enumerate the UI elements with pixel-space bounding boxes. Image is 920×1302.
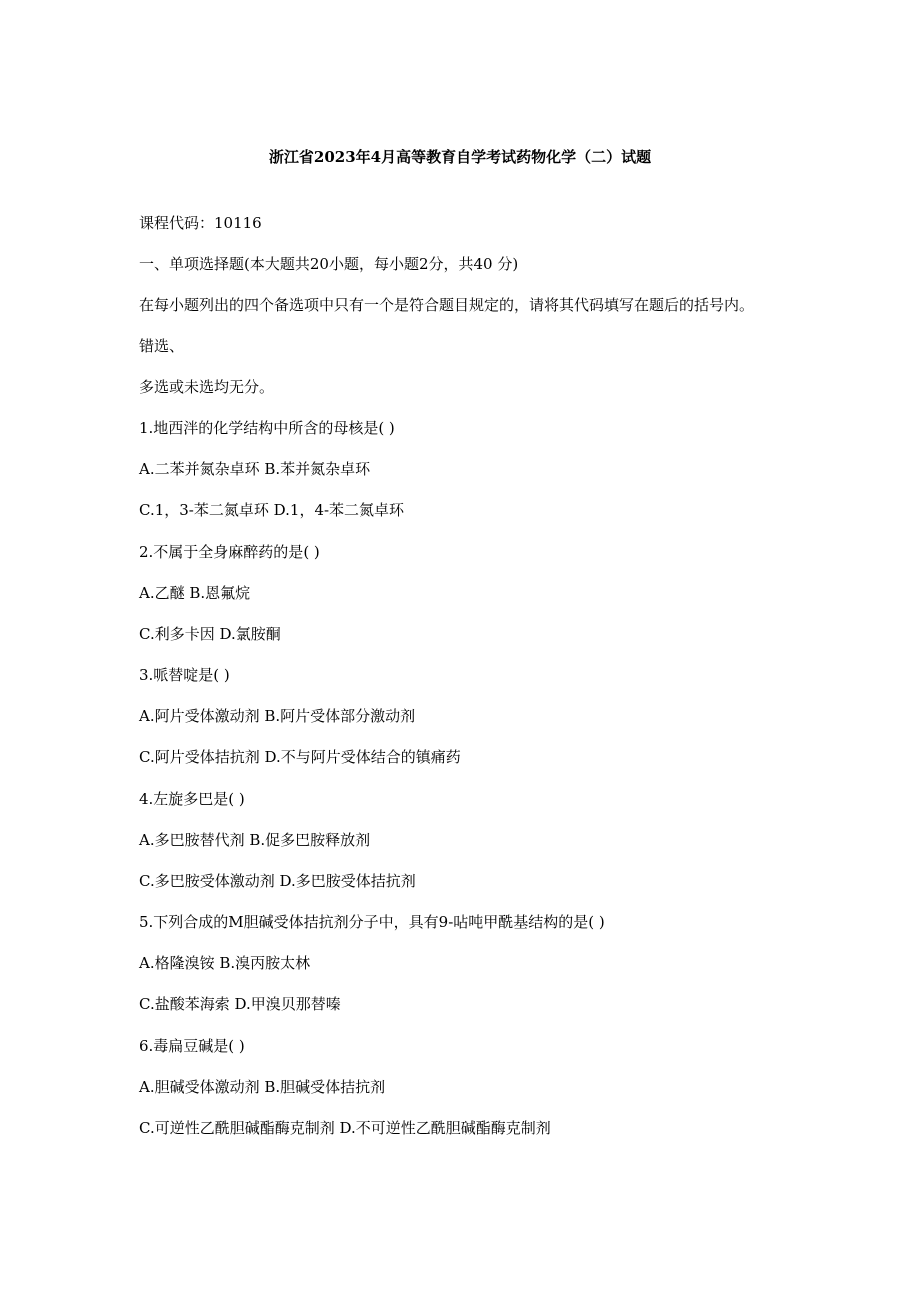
instruction-continued: 多选或未选均无分。 — [139, 378, 275, 396]
question-options: C.多巴胺受体激动剂 D.多巴胺受体拮抗剂 — [139, 872, 416, 890]
page-title: 浙江省2023年4月高等教育自学考试药物化学（二）试题 — [268, 148, 652, 166]
question-options: A.格隆溴铵 B.溴丙胺太林 — [139, 954, 311, 972]
question-options: C.可逆性乙酰胆碱酯酶克制剂 D.不可逆性乙酰胆碱酯酶克制剂 — [139, 1119, 551, 1137]
question-stem: 2.不属于全身麻醉药的是( ) — [139, 543, 320, 561]
question-options: A.阿片受体激动剂 B.阿片受体部分激动剂 — [139, 707, 416, 725]
question-stem: 5.下列合成的M胆碱受体拮抗剂分子中，具有9-呫吨甲酰基结构的是( ) — [139, 913, 605, 931]
question-options: A.二苯并氮杂卓环 B.苯并氮杂卓环 — [139, 460, 371, 478]
section-heading: 一、单项选择题(本大题共20小题，每小题2分，共40 分) — [139, 255, 519, 273]
course-code: 课程代码：10116 — [139, 214, 262, 232]
question-options: C.阿片受体拮抗剂 D.不与阿片受体结合的镇痛药 — [139, 748, 461, 766]
instruction-continued: 错选、 — [139, 337, 185, 355]
question-stem: 1.地西泮的化学结构中所含的母核是( ) — [139, 419, 395, 437]
instruction-text: 在每小题列出的四个备选项中只有一个是符合题目规定的，请将其代码填写在题后的括号内。 — [139, 296, 755, 314]
question-options: C.1，3-苯二氮卓环 D.1，4-苯二氮卓环 — [139, 501, 405, 519]
question-stem: 4.左旋多巴是( ) — [139, 790, 245, 808]
question-options: A.乙醚 B.恩氟烷 — [139, 584, 251, 602]
question-options: C.利多卡因 D.氯胺酮 — [139, 625, 281, 643]
question-options: A.胆碱受体激动剂 B.胆碱受体拮抗剂 — [139, 1078, 386, 1096]
question-options: C.盐酸苯海索 D.甲溴贝那替嗪 — [139, 995, 341, 1013]
question-options: A.多巴胺替代剂 B.促多巴胺释放剂 — [139, 831, 371, 849]
question-stem: 6.毒扁豆碱是( ) — [139, 1037, 245, 1055]
question-stem: 3.哌替啶是( ) — [139, 666, 230, 684]
